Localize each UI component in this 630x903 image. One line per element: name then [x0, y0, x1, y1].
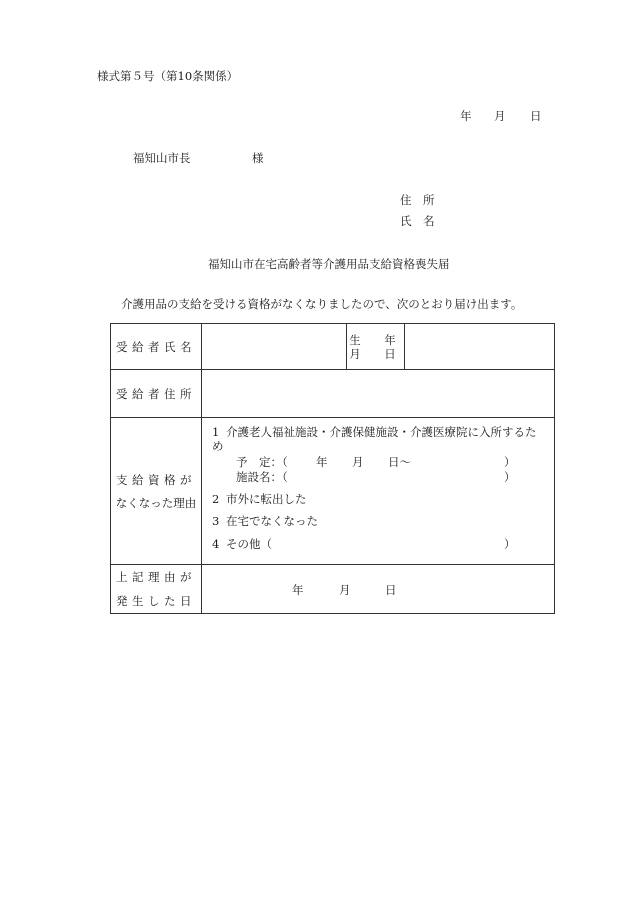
facility-close-paren: ）: [504, 470, 516, 484]
reason-4-number[interactable]: 4: [212, 537, 220, 551]
reason-2-text: 市外に転出した: [226, 492, 307, 506]
reason-1-number[interactable]: 1: [212, 425, 220, 439]
facility-label: 施設名：（: [236, 470, 288, 484]
scheduled-month: 月: [352, 455, 364, 469]
reason-1-text-continued: め: [212, 439, 224, 453]
date-year-label: 年: [460, 109, 472, 123]
occurred-label-line2: 発生した日: [116, 594, 196, 608]
reason-3-number[interactable]: 3: [212, 514, 220, 528]
birth-date-field[interactable]: [405, 324, 555, 370]
birth-label-line1: 生 年: [349, 332, 402, 347]
occurred-date-label: [111, 565, 202, 614]
form-table: [110, 323, 555, 614]
recipient-address-label: 受給者住所: [111, 370, 202, 418]
addressee-name: 福知山市長: [133, 151, 191, 165]
occurred-year: 年: [292, 583, 304, 597]
scheduled-day: 日～: [388, 455, 411, 469]
scheduled-close-paren: ）: [504, 455, 516, 469]
reason-label-line1: 支給資格が: [116, 473, 196, 487]
date-day-label: 日: [530, 109, 542, 123]
reason-cell: [202, 418, 555, 565]
birth-date-label: [347, 324, 405, 370]
form-number: 様式第５号（第10条関係）: [97, 69, 239, 83]
occurred-date-field[interactable]: [202, 565, 555, 614]
reason-4-text: その他（: [226, 537, 272, 551]
reason-2-number[interactable]: 2: [212, 492, 220, 506]
birth-label-line2: 月 日: [349, 346, 402, 361]
reason-label-line2: なくなった理由: [115, 496, 197, 510]
scheduled-year: 年: [316, 455, 328, 469]
reason-4-close-paren: ）: [504, 537, 516, 551]
intro-text: 介護用品の支給を受ける資格がなくなりましたので、次のとおり届け出ます。: [121, 297, 523, 311]
reason-3-text: 在宅でなくなった: [226, 514, 318, 528]
occurred-month: 月: [339, 583, 351, 597]
occurred-day: 日: [385, 583, 397, 597]
date-month-label: 月: [494, 109, 506, 123]
addressee-honorific: 様: [252, 151, 264, 165]
applicant-name-label: 氏 名: [400, 214, 435, 228]
recipient-address-field[interactable]: [202, 370, 555, 418]
reason-1-text: 介護老人福祉施設・介護保健施設・介護医療院に入所するた: [226, 425, 537, 439]
applicant-address-label: 住 所: [400, 193, 435, 207]
document-title: 福知山市在宅高齢者等介護用品支給資格喪失届: [208, 257, 450, 271]
occurred-label-line1: 上記理由が: [116, 570, 196, 584]
recipient-name-label: 受給者氏名: [111, 324, 202, 370]
recipient-name-field[interactable]: [202, 324, 347, 370]
reason-label: [111, 418, 202, 565]
scheduled-label: 予 定：（: [236, 455, 288, 469]
